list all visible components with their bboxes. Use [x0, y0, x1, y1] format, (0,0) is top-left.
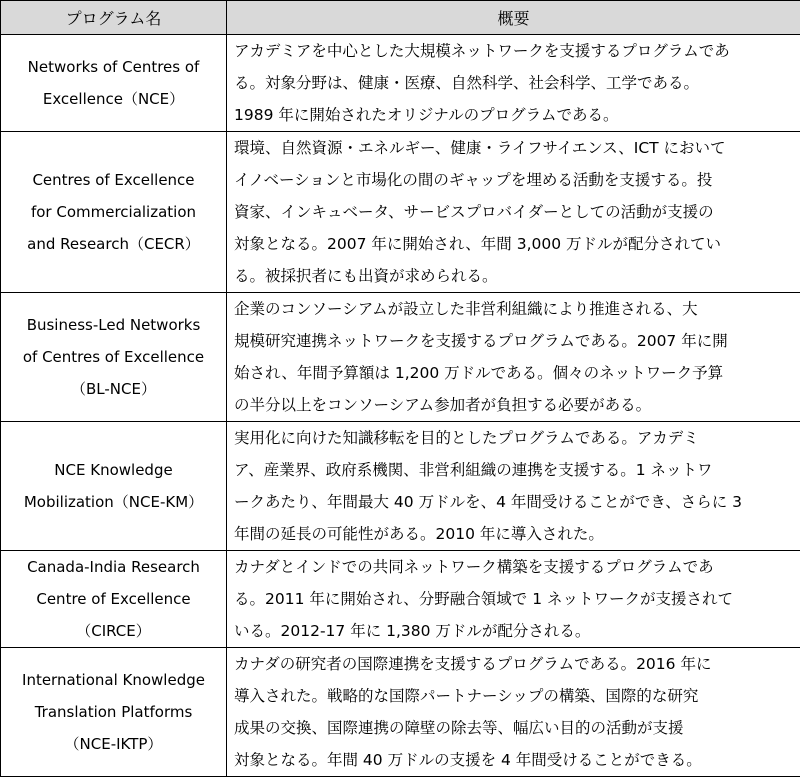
program-overview-cell — [227, 551, 800, 648]
table-row — [1, 293, 800, 422]
program-name-cell — [1, 293, 227, 422]
program-overview-line: る。対象分野は、健康・医療、自然科学、社会科学、工学である。 — [234, 67, 794, 99]
program-name-cell — [1, 132, 227, 293]
program-name-line: Excellence（NCE） — [7, 83, 220, 115]
program-overview-line: 環境、自然資源・エネルギー、健康・ライフサイエンス、ICT において — [234, 132, 794, 164]
program-overview-cell — [227, 35, 800, 132]
program-name-line: Centres of Excellence — [7, 164, 220, 196]
program-name-cell — [1, 35, 227, 132]
program-overview-line: ークあたり、年間最大 40 万ドルを、4 年間受けることができ、さらに 3 — [234, 486, 794, 518]
table-row — [1, 551, 800, 648]
program-overview-cell — [227, 422, 800, 551]
table-row — [1, 35, 800, 132]
program-overview-line: 始され、年間予算額は 1,200 万ドルである。個々のネットワーク予算 — [234, 357, 794, 389]
header-row — [1, 1, 800, 35]
program-name-line: Mobilization（NCE-KM） — [7, 486, 220, 518]
program-name-line: for Commercialization — [7, 196, 220, 228]
program-name-cell — [1, 551, 227, 648]
program-overview-line: ア、産業界、政府系機関、非営利組織の連携を支援する。1 ネットワ — [234, 454, 794, 486]
program-overview-cell — [227, 132, 800, 293]
table-row — [1, 132, 800, 293]
program-overview-line: アカデミアを中心とした大規模ネットワークを支援するプログラムであ — [234, 35, 794, 67]
program-name-line: （CIRCE） — [7, 615, 220, 647]
table-row — [1, 648, 800, 777]
program-overview-line: 企業のコンソーシアムが設立した非営利組織により推進される、大 — [234, 293, 794, 325]
program-overview-line: 導入された。戦略的な国際パートナーシップの構築、国際的な研究 — [234, 680, 794, 712]
program-overview-line: 規模研究連携ネットワークを支援するプログラムである。2007 年に開 — [234, 325, 794, 357]
program-overview-line: 成果の交換、国際連携の障壁の除去等、幅広い目的の活動が支援 — [234, 712, 794, 744]
program-overview-line: る。2011 年に開始され、分野融合領域で 1 ネットワークが支援されて — [234, 583, 794, 615]
program-name-line: NCE Knowledge — [7, 454, 220, 486]
program-name-line: and Research（CECR） — [7, 228, 220, 260]
program-overview-line: イノベーションと市場化の間のギャップを埋める活動を支援する。投 — [234, 164, 794, 196]
header-overview: 概要 — [227, 1, 800, 35]
program-name-cell — [1, 648, 227, 777]
program-name-line: （BL-NCE） — [7, 373, 220, 405]
program-name-line: International Knowledge — [7, 664, 220, 696]
program-overview-line: る。被採択者にも出資が求められる。 — [234, 260, 794, 292]
header-program-name: プログラム名 — [1, 1, 227, 35]
program-overview-line: 1989 年に開始されたオリジナルのプログラムである。 — [234, 99, 794, 131]
program-name-line: of Centres of Excellence — [7, 341, 220, 373]
program-overview-line: カナダとインドでの共同ネットワーク構築を支援するプログラムであ — [234, 551, 794, 583]
program-name-line: Centre of Excellence — [7, 583, 220, 615]
program-overview-line: の半分以上をコンソーシアム参加者が負担する必要がある。 — [234, 389, 794, 421]
program-overview-cell — [227, 648, 800, 777]
program-name-line: Business-Led Networks — [7, 309, 220, 341]
table-row — [1, 422, 800, 551]
program-overview-line: 対象となる。2007 年に開始され、年間 3,000 万ドルが配分されてい — [234, 228, 794, 260]
program-overview-line: 年間の延長の可能性がある。2010 年に導入された。 — [234, 518, 794, 550]
program-name-line: Networks of Centres of — [7, 51, 220, 83]
program-overview-line: いる。2012-17 年に 1,380 万ドルが配分される。 — [234, 615, 794, 647]
program-overview-line: カナダの研究者の国際連携を支援するプログラムである。2016 年に — [234, 648, 794, 680]
program-name-line: Translation Platforms — [7, 696, 220, 728]
program-name-cell — [1, 422, 227, 551]
program-overview-line: 実用化に向けた知識移転を目的としたプログラムである。アカデミ — [234, 422, 794, 454]
program-overview-line: 資家、インキュベータ、サービスプロバイダーとしての活動が支援の — [234, 196, 794, 228]
program-overview-line: 対象となる。年間 40 万ドルの支援を 4 年間受けることができる。 — [234, 744, 794, 776]
table-body — [1, 35, 800, 777]
program-overview-cell — [227, 293, 800, 422]
program-name-line: Canada-India Research — [7, 551, 220, 583]
program-name-line: （NCE-IKTP） — [7, 728, 220, 760]
